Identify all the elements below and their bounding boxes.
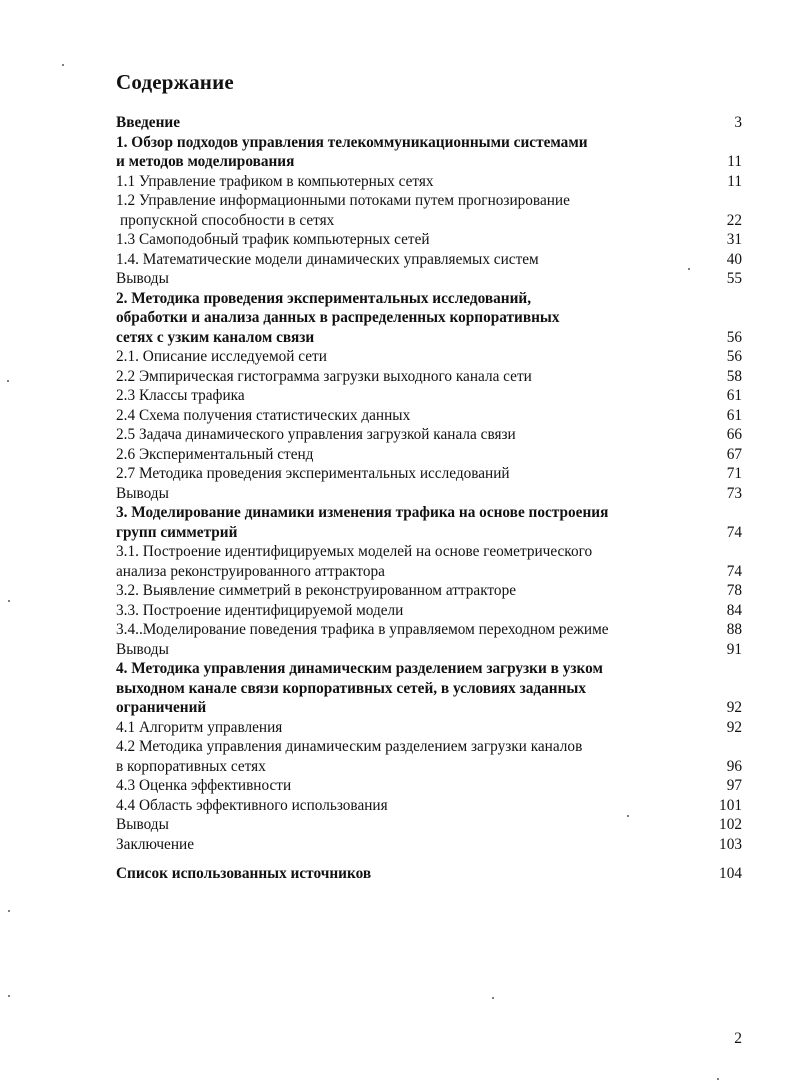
toc-entry-title: ограничений	[116, 699, 207, 716]
toc-entry-title: 3.3. Построение идентифицируемой модели	[116, 601, 404, 619]
toc-entry-title: Список использованных источников	[116, 865, 372, 882]
toc-entry-title: 4. Методика управления динамическим разделением загрузки в узком	[116, 660, 603, 677]
toc-entry-page: 40	[726, 250, 742, 268]
toc-entry	[116, 718, 742, 738]
toc-entry-title: Введение	[116, 114, 180, 131]
toc-entry	[116, 308, 742, 328]
toc-entry	[116, 698, 742, 718]
toc-entry-title: Выводы	[116, 816, 169, 833]
page-title: Содержание	[116, 70, 234, 94]
toc-entry-page: 96	[726, 757, 742, 775]
toc-entry-page: 73	[726, 484, 742, 502]
toc-entry-page: 56	[726, 348, 742, 365]
toc-entry	[116, 776, 742, 796]
toc-entry-title: 4.3 Оценка эффективности	[116, 777, 292, 794]
toc-entry-page: 101	[719, 796, 742, 814]
scan-speck	[8, 910, 10, 912]
toc-entry	[116, 464, 742, 484]
toc-entry-title: сетях с узким каналом связи	[116, 328, 315, 346]
scan-speck	[8, 995, 10, 997]
toc-entry-page: 22	[726, 211, 742, 229]
toc-entry-title: в корпоративных сетях	[116, 757, 266, 775]
toc-entry-title: 3.2. Выявление симметрий в реконструированном аттракторе	[116, 582, 517, 599]
toc-entry	[116, 152, 742, 172]
toc-entry-title: 2.2 Эмпирическая гистограмма загрузки выходного канала сети	[116, 367, 532, 385]
toc-entry-title: 3. Моделирование динамики изменения трафика на основе построения	[116, 504, 609, 521]
toc-entry	[116, 864, 742, 884]
toc-entry-title: 1.1 Управление трафиком в компьютерных сетях	[116, 172, 434, 190]
toc-entry-page: 61	[726, 387, 742, 404]
toc-entry-title: 2.4 Схема получения статистических данных	[116, 406, 411, 424]
toc-entry	[116, 523, 742, 543]
toc-entry-title: 4.2 Методика управления динамическим разделением загрузки каналов	[116, 738, 583, 755]
toc-entry-page: 74	[726, 523, 742, 541]
toc-entry-page: 67	[726, 445, 742, 463]
toc-entry	[116, 113, 742, 133]
toc-entry-page: 74	[726, 562, 742, 580]
toc-entry	[116, 562, 742, 582]
toc-entry-page: 78	[726, 582, 742, 599]
toc-entry	[116, 425, 742, 445]
scan-speck	[688, 268, 690, 270]
toc-entry	[116, 620, 742, 640]
toc-entry-page: 58	[726, 367, 742, 385]
toc-entry	[116, 679, 742, 699]
toc-entry-title: 4.4 Область эффективного использования	[116, 796, 388, 814]
toc-entry-title: 1.2 Управление информационными потоками путем прогнозирование	[116, 192, 570, 209]
toc-entry	[116, 659, 742, 679]
toc-entry-title: анализа реконструированного аттрактора	[116, 562, 385, 580]
toc-entry	[116, 211, 742, 231]
toc-entry-page: 91	[726, 640, 742, 658]
toc-entry-page: 11	[727, 153, 742, 170]
toc-entry	[116, 289, 742, 309]
toc-entry	[116, 347, 742, 367]
toc-entry-title: пропускной способности в сетях	[120, 211, 335, 229]
toc-entry-title: выходном канале связи корпоративных сетей, в условиях заданных	[116, 679, 587, 697]
toc-entry-title: 3.4..Моделирование поведения трафика в управляемом переходном режиме	[116, 621, 609, 638]
scan-speck	[62, 64, 64, 66]
toc-entry-title: 2. Методика проведения экспериментальных исследований,	[116, 289, 532, 307]
toc-entry	[116, 757, 742, 777]
scan-speck	[8, 600, 10, 602]
scan-speck	[717, 1078, 719, 1080]
table-of-contents	[116, 113, 742, 884]
toc-entry-title: 1.3 Самоподобный трафик компьютерных сетей	[116, 231, 430, 248]
scan-speck	[7, 380, 9, 382]
toc-entry	[116, 445, 742, 465]
toc-entry-page: 61	[726, 406, 742, 424]
toc-entry	[116, 269, 742, 289]
toc-entry-title: Заключение	[116, 835, 195, 853]
toc-entry	[116, 503, 742, 523]
toc-entry-page: 97	[726, 777, 742, 794]
toc-entry-title: 2.7 Методика проведения экспериментальных исследований	[116, 465, 510, 482]
toc-entry	[116, 542, 742, 562]
toc-entry	[116, 328, 742, 348]
toc-entry	[116, 406, 742, 426]
toc-entry-title: 2.3 Классы трафика	[116, 387, 245, 404]
toc-entry	[116, 815, 742, 835]
toc-entry	[116, 484, 742, 504]
toc-entry	[116, 133, 742, 153]
toc-entry-page: 84	[726, 601, 742, 619]
page-number: 2	[734, 1030, 742, 1047]
toc-entry-title: 1. Обзор подходов управления телекоммуникационными системами	[116, 133, 588, 151]
toc-entry	[116, 191, 742, 211]
toc-entry-title: 1.4. Математические модели динамических управляемых систем	[116, 250, 539, 268]
toc-entry	[116, 601, 742, 621]
toc-entry	[116, 835, 742, 855]
toc-entry	[116, 367, 742, 387]
toc-entry-page: 104	[719, 865, 742, 882]
toc-entry-title: 2.5 Задача динамического управления загрузкой канала связи	[116, 426, 516, 443]
toc-entry-title: обработки и анализа данных в распределенных корпоративных	[116, 309, 560, 326]
scan-speck	[627, 815, 629, 817]
toc-entry-page: 88	[726, 621, 742, 638]
scan-speck	[492, 997, 494, 999]
toc-entry	[116, 640, 742, 660]
toc-entry	[116, 737, 742, 757]
toc-entry-page: 31	[726, 231, 742, 248]
toc-entry-title: 3.1. Построение идентифицируемых моделей на основе геометрического	[116, 543, 593, 560]
toc-entry-title: 4.1 Алгоритм управления	[116, 718, 283, 736]
toc-entry	[116, 581, 742, 601]
toc-entry-title: Выводы	[116, 640, 169, 658]
toc-entry-page: 102	[719, 816, 742, 833]
toc-entry	[116, 230, 742, 250]
toc-entry-title: 2.1. Описание исследуемой сети	[116, 348, 327, 365]
toc-entry	[116, 172, 742, 192]
toc-entry-title: Выводы	[116, 484, 169, 502]
toc-entry-page: 92	[726, 699, 742, 716]
toc-entry-page: 103	[719, 835, 742, 853]
toc-entry-title: Выводы	[116, 270, 169, 287]
toc-entry-page: 56	[726, 328, 742, 346]
toc-entry	[116, 250, 742, 270]
toc-entry-title: 2.6 Экспериментальный стенд	[116, 445, 314, 463]
toc-entry	[116, 796, 742, 816]
toc-entry-title: групп симметрий	[116, 523, 238, 541]
toc-entry-page: 11	[727, 172, 742, 190]
toc-entry-page: 66	[726, 426, 742, 443]
toc-entry-page: 71	[726, 465, 742, 482]
toc-entry-page: 92	[726, 718, 742, 736]
toc-entry	[116, 386, 742, 406]
toc-entry-page: 3	[734, 114, 742, 131]
toc-entry-page: 55	[726, 270, 742, 287]
toc-entry-title: и методов моделирования	[116, 153, 295, 170]
